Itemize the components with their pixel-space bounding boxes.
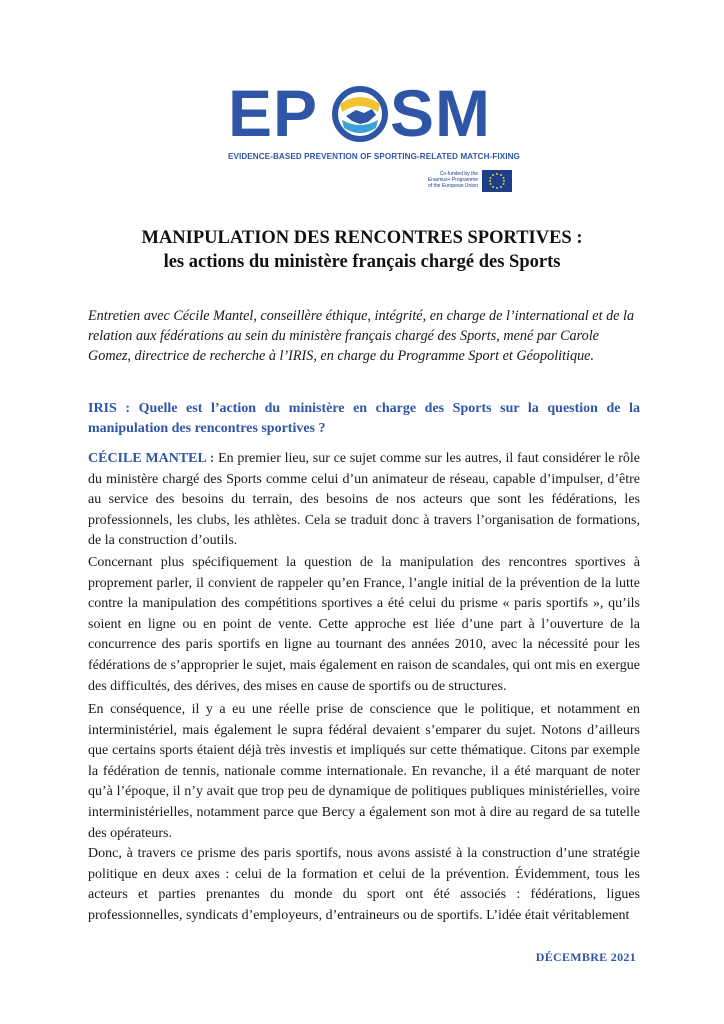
answer-paragraph: En conséquence, il y a eu une réelle prise de conscience que le politique, et notamment en interministériel, mais également le supra fédéral devaient s’emparer du sujet. Notons d’ailleurs que certains sports étaient déjà très investis et impliqués sur cette thématique. Citons par exemple la fédération de tennis, nationale comme internationale. En revanche, il a été marquant de noter qu’à l’époque, il n’y avait que trop peu de dynamique de politiques publiques ministérielles, voire interministérielles, notamment parce que Bercy a également son mot à dire au regard de sa tutelle des opérateurs. (88, 702, 640, 841)
logo-tagline: EVIDENCE-BASED PREVENTION OF SPORTING-RELATED MATCH-FIXING (228, 152, 520, 161)
question-text: Quelle est l’action du ministère en charge des Sports sur la question de la manipulation des rencontres sportives ? (88, 401, 640, 436)
footer-date: DÉCEMBRE 2021 (535, 950, 636, 964)
interview-intro: Entretien avec Cécile Mantel, conseillère éthique, intégrité, en charge de l’international et de la relation aux fédérations au sein du ministère français chargé des Sports, mené par Carole Gomez, directrice de recherche à l’IRIS, en charge du Programme Sport et Géopolitique. (88, 308, 635, 364)
question-speaker: IRIS : (88, 401, 131, 416)
title-line-1: MANIPULATION DES RENCONTRES SPORTIVES : (141, 228, 583, 248)
cofunded-line: of the European Union (427, 183, 478, 189)
cofunded-line: Co-funded by the (439, 171, 478, 177)
cofunded-text (426, 171, 478, 189)
answer-paragraph: Concernant plus spécifiquement la question de la manipulation des rencontres sportives à proprement parler, il convient de rappeler qu’en France, l’angle initial de la prévention de la lutte contre la manipulation des compétitions sportives a été celui du prisme « paris sportifs », qu’ils soient en ligne ou en point de vente. Cette approche est liée d’une part à l’ouverture de la concurrence des paris sportifs en ligne au tournant des années 2010, avec la nécessité pour les fédérations de s’approprier le sujet, mais également en raison de scandales, qui ont mis en exergue des difficultés, des dérives, des mises en cause de sportifs ou de structures. (88, 555, 640, 694)
eu-flag-icon (482, 170, 512, 192)
answer-paragraph (88, 449, 640, 552)
logo-word-right: SM (390, 76, 491, 150)
page-title (80, 226, 644, 274)
title-line-2: les actions du ministère français chargé des Sports (163, 252, 561, 272)
cofunded-line: Erasmus+ Programme (427, 177, 478, 183)
interview-question (88, 399, 640, 439)
erasmus-cofunded (426, 170, 512, 200)
eposm-logo (228, 76, 520, 202)
answer-paragraph: Donc, à travers ce prisme des paris sportifs, nous avons assisté à la construction d’une stratégie politique en deux axes : celui de la formation et celui de la prévention. Évidemment, tous les acteurs et parties prenantes du monde du sport ont été associés : fédérations, ligues professionnelles, syndicats d’employeurs, d’entraineurs ou de sportifs. L’idée était véritablement (88, 846, 640, 923)
handshake-ball-icon (332, 86, 388, 142)
logo-word-left: EP (228, 76, 319, 150)
answer-speaker: CÉCILE MANTEL : (88, 451, 215, 466)
answer-text: En premier lieu, sur ce sujet comme sur les autres, il faut considérer le rôle du ministère chargé des Sports comme celui d’un animateur de réseau, capable d’impulser, d’être au service des besoins du terrain, des besoins de nos acteurs que sont les fédérations, les professionnels, les clubs, les athlètes. Cela se traduit donc à travers l’organisation de formations, de la construction d’outils. (88, 451, 640, 549)
